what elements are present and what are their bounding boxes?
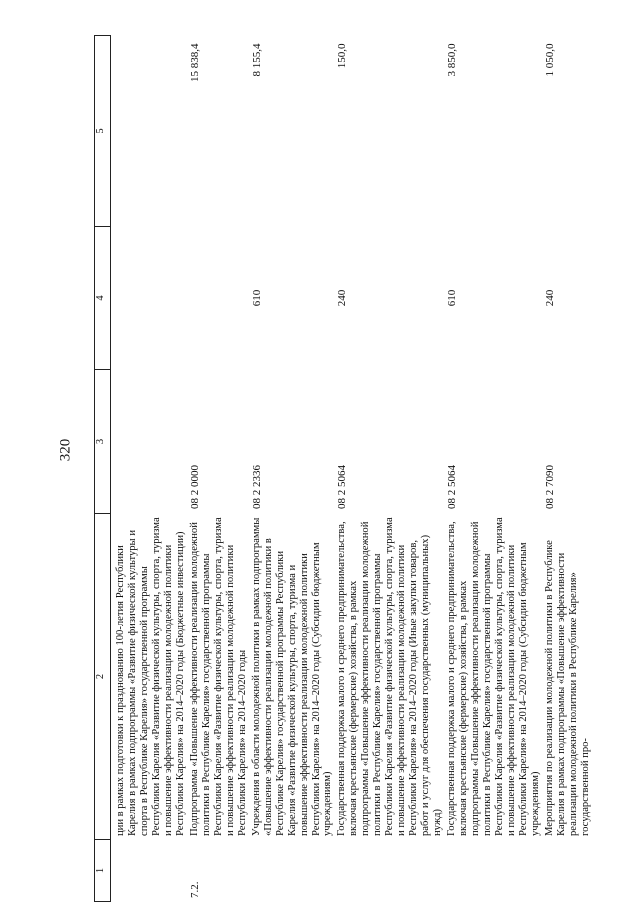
column-header-1: 1 (95, 840, 111, 902)
row-description: Мероприятия по реализации молодежной политики в Республике Карелия в рамках подпрограммы «Повышение эффективности реализации молодежной политики в Республике Карелия» государственной про- (543, 540, 591, 836)
page-number: 320 (57, 438, 74, 462)
row-amount: 3 850,0 (446, 43, 459, 77)
table-row (250, 36, 336, 902)
column-header-2: 2 (95, 514, 111, 840)
column-header-3: 3 (95, 370, 111, 514)
table-row (335, 36, 445, 902)
table-row (543, 36, 593, 902)
row-budget-code: 08 2 0000 (188, 465, 201, 509)
row-description: Подпрограмма «Повышение эффективности реализации молодежной политики в Республике Карелия» государственной программы Республики Карелия «Развитие физической культуры, спорта, туризма и повышение эффективности реализации молодежной политики Республики Карелия» на 2014–2020 годы (188, 517, 248, 836)
column-header-4: 4 (95, 227, 111, 370)
row-expense-type: 240 (336, 289, 349, 307)
table-row (445, 36, 543, 902)
row-amount: 15 838,4 (188, 43, 201, 82)
row-number (114, 840, 188, 902)
row-number: 7.2. (188, 881, 201, 898)
row-description: ции в рамках подготовки к празднованию 100-летия Республики Карелия в рамках подпрограммы «Развитие физической культуры и спорта в Республике Карелия» государственной программы Республики Карелия «Развитие физической культуры, спорта, туризма и повышение эффективности реализации молодежной политики Республики Карелия» на 2014–2020 годы (Бюджетные инвестиции) (115, 517, 186, 836)
table-row (114, 36, 188, 902)
row-expense-type: 610 (250, 289, 263, 307)
row-amount: 8 155,4 (250, 43, 263, 77)
table-header-row (95, 36, 111, 902)
row-description: Учреждения в области молодежной политики в рамках подпрограммы «Повышение эффективности реализации молодежной политики в Республике Карелия» государственной программы Республики Карелия «Развитие физической культуры, спорта, туризма и повышение эффективности реализации молодежной политики Республики Карелия» на 2014–2020 годы (Субсидии бюджетным учреждениям) (250, 517, 334, 836)
table-row (188, 36, 250, 902)
row-expense-type: 240 (543, 289, 556, 307)
row-number (445, 840, 543, 902)
row-number (543, 840, 593, 902)
row-expense-type (114, 227, 188, 370)
rotated-table-sheet (94, 36, 591, 902)
row-budget-code: 08 2 2336 (250, 465, 263, 509)
row-expense-type: 610 (446, 289, 459, 307)
row-budget-code: 08 2 5064 (446, 465, 459, 509)
row-expense-type (188, 227, 250, 370)
row-budget-code: 08 2 5064 (336, 465, 349, 509)
row-description: Государственная поддержка малого и среднего предпринимательства, включая крестьянские (фермерские) хозяйства, в рамках подпрограммы «Повышение эффективности реализации молодежной политики в Республике Карелия» государственной программы Республики Карелия «Развитие физической культуры, спорта, туризма и повышение эффективности реализации молодежной политики Республики Карелия» на 2014–2020 годы (Иные закупки товаров, работ и услуг для обеспечения государственных (муниципальных) нужд) (336, 517, 444, 836)
row-amount (114, 36, 188, 227)
row-amount: 1 050,0 (543, 43, 556, 77)
row-amount: 150,0 (336, 43, 349, 69)
row-description: Государственная поддержка малого и среднего предпринимательства, включая крестьянские (фермерские) хозяйства, в рамках подпрограммы «Повышение эффективности реализации молодежной политики в Республике Карелия» государственной программы Республики Карелия «Развитие физической культуры, спорта, туризма и повышение эффективности реализации молодежной политики Республики Карелия» на 2014–2020 годы (Субсидии бюджетным учреждениям) (446, 517, 541, 836)
column-header-5: 5 (95, 36, 111, 227)
row-budget-code (114, 370, 188, 514)
row-number (335, 840, 445, 902)
row-budget-code: 08 2 7090 (543, 465, 556, 509)
row-number (250, 840, 336, 902)
budget-table (94, 35, 593, 902)
